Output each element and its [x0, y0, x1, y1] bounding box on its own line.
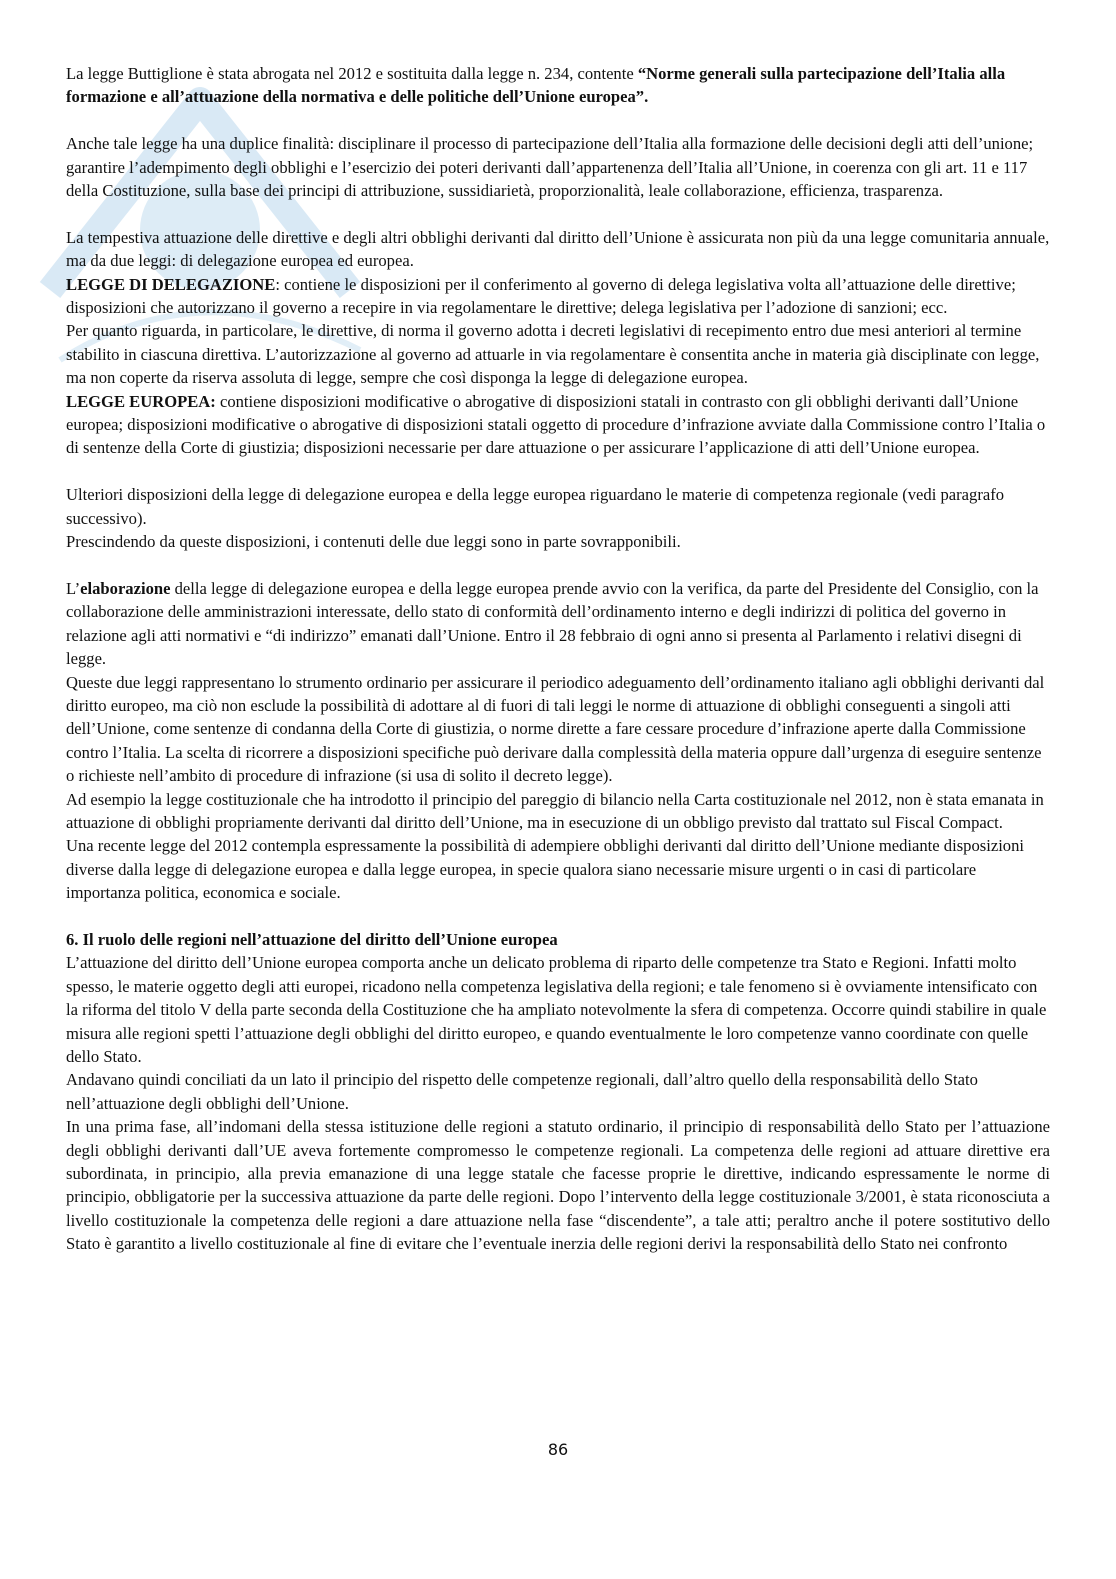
paragraph-spacer [66, 553, 1050, 576]
paragraph-spacer [66, 202, 1050, 225]
section-heading [66, 928, 1050, 951]
text-run: Ad esempio la legge costituzionale che ha introdotto il principio del pareggio di bilancio nella Carta costituzionale nel 2012, non è stata emanata in attuazione di obblighi propriamente derivanti dal diritto dell’Unione, ma in esecuzione di un obbligo previsto dal trattato sul Fiscal Compact. [66, 789, 1044, 832]
document-body [66, 62, 1050, 1256]
text-run: Per quanto riguarda, in particolare, le direttive, di norma il governo adotta i decreti legislativi di recepimento entro due mesi anteriori al termine stabilito in ciascuna direttiva. L’autorizzazione al governo ad attuarle in via regolamentare è consentita anche in materia già disciplinate con legge, ma non coperte da riserva assoluta di legge, sempre che così disponga la legge di delegazione europea. [66, 321, 1040, 388]
bold-text: LEGGE DI DELEGAZIONE [66, 274, 276, 294]
paragraph [66, 1115, 1050, 1255]
paragraph [66, 671, 1050, 788]
text-run: Andavano quindi conciliati da un lato il principio del rispetto delle competenze regionali, dall’altro quello della responsabilità dello Stato nell’attuazione degli obblighi dell’Unione. [66, 1070, 978, 1113]
paragraph [66, 273, 1050, 320]
paragraph [66, 951, 1050, 1068]
text-run: contiene disposizioni modificative o abrogative di disposizioni statali in contrasto con gli obblighi derivanti dall’Unione europea; disposizioni modificative o abrogative di disposizioni statali oggetto di procedure d’infrazione avviate dalla Commissione contro l’Italia o di sentenze della Corte di giustizia; disposizioni necessarie per dare attuazione o per assicurare l’applicazione di atti dell’Unione europea. [66, 391, 1046, 458]
text-run: Ulteriori disposizioni della legge di delegazione europea e della legge europea riguardano le materie di competenza regionale (vedi paragrafo successivo). [66, 485, 1005, 528]
page-number: 86 [547, 1440, 569, 1459]
bold-text: LEGGE EUROPEA: [66, 391, 216, 411]
text-run: In una prima fase, all’indomani della stessa istituzione delle regioni a statuto ordinario, il principio di responsabilità dello Stato per l’attuazione degli obblighi derivanti dall’UE aveva fortemente compromesso le competenze regionali. La competenza delle regioni ad attuare direttive era subordinata, in principio, alla previa emanazione di una legge statale che facesse proprie le direttive, indicando espressamente le norme di principio, obbligatorie per la successiva attuazione da parte delle regioni. Dopo l’intervento della legge costituzionale 3/2001, è stata riconosciuta a livello costituzionale la competenza delle regioni a dare attuazione nella fase “discendente”, a tale atti; peraltro anche il potere sostitutivo dello Stato è garantito a livello costituzionale al fine di evitare che l’eventuale inerzia delle regioni derivi la responsabilità dello Stato nei confronto [66, 1117, 1050, 1254]
paragraph [66, 530, 1050, 553]
paragraph [66, 62, 1050, 109]
text-run: Anche tale legge ha una duplice finalità: disciplinare il processo di partecipazione dell’Italia alla formazione delle decisioni degli atti dell’unione; garantire l’adempimento degli obblighi e l’esercizio dei poteri derivanti dall’appartenenza dell’Italia all’Unione, in coerenza con gli art. 11 e 117 della Costituzione, sulla base dei principi di attribuzione, sussidiarietà, proporzionalità, leale collaborazione, efficienza, trasparenza. [66, 134, 1034, 201]
bold-text: 6. Il ruolo delle regioni nell’attuazione del diritto dell’Unione europea [66, 929, 558, 949]
text-run: L’attuazione del diritto dell’Unione europea comporta anche un delicato problema di riparto delle competenze tra Stato e Regioni. Infatti molto spesso, le materie oggetto degli atti europei, ricadono nella competenza legislativa della regioni; e tale fenomeno si è ovviamente intensificato con la riforma del titolo V della parte seconda della Costituzione che ha ampliato notevolmente la sfera di competenza. Occorre quindi stabilire in quale misura alle regioni spetti l’attuazione degli obblighi del diritto europeo, e quando eventualmente le loro competenze vanno coordinate con quelle dello Stato. [66, 953, 1047, 1066]
text-run: Una recente legge del 2012 contempla espressamente la possibilità di adempiere obblighi derivanti dal diritto dell’Unione mediante disposizioni diverse dalla legge di delegazione europea e dalla legge europea, in specie qualora siano necessarie misure urgenti o in casi di particolare importanza politica, economica e sociale. [66, 836, 1025, 903]
bold-text: elaborazione [80, 578, 171, 598]
text-run: Queste due leggi rappresentano lo strumento ordinario per assicurare il periodico adeguamento dell’ordinamento italiano agli obblighi derivanti dal diritto europeo, ma ciò non esclude la possibilità di adottare al di fuori di tali leggi le norme di attuazione di obblighi conseguenti a singoli atti dell’Unione, come sentenze di condanna della Corte di giustizia, o norme dirette a fare cessare procedure d’infrazione aperte dalla Commissione contro l’Italia. La scelta di ricorrere a disposizioni specifiche può derivare dalla complessità della materia oppure dall’urgenza di eseguire sentenze o richieste nell’ambito di procedure di infrazione (si usa di solito il decreto legge). [66, 672, 1045, 786]
paragraph-spacer [66, 460, 1050, 483]
paragraph [66, 390, 1050, 460]
paragraph [66, 1068, 1050, 1115]
paragraph [66, 483, 1050, 530]
paragraph [66, 788, 1050, 835]
text-run: : contiene le disposizioni per il conferimento al governo di delega legislativa volta all’attuazione delle direttive; disposizioni che autorizzano il governo a recepire in via regolamentare le direttive; delega legislativa per l’adozione di sanzioni; ecc. [66, 274, 1016, 318]
text-run: La legge Buttiglione è stata abrogata nel 2012 e sostituita dalla legge n. 234, contente [66, 64, 638, 83]
paragraph [66, 834, 1050, 904]
paragraph-spacer [66, 109, 1050, 132]
paragraph [66, 577, 1050, 671]
paragraph-spacer [66, 905, 1050, 928]
text-run: L’ [66, 578, 81, 598]
paragraph [66, 319, 1050, 389]
text-run: La tempestiva attuazione delle direttive e degli altri obblighi derivanti dal diritto dell’Unione è assicurata non più da una legge comunitaria annuale, ma da due leggi: di delegazione europea ed europea. [66, 227, 1050, 271]
paragraph [66, 226, 1050, 273]
bold-text: “Norme generali sulla partecipazione dell’Italia alla formazione e all’attuazione della normativa e delle politiche dell’Unione europea”. [66, 64, 1006, 107]
text-run: della legge di delegazione europea e della legge europea prende avvio con la verifica, da parte del Presidente del Consiglio, con la collaborazione delle amministrazioni interessate, dello stato di conformità dell’ordinamento interno e degli indirizzi di politica del governo in relazione agli atti normativi e “di indirizzo” emanati dall’Unione. Entro il 28 febbraio di ogni anno si presenta al Parlamento i relativi disegni di legge. [66, 578, 1039, 669]
text-run: Prescindendo da queste disposizioni, i contenuti delle due leggi sono in parte sovrapponibili. [66, 532, 681, 552]
paragraph [66, 132, 1050, 202]
